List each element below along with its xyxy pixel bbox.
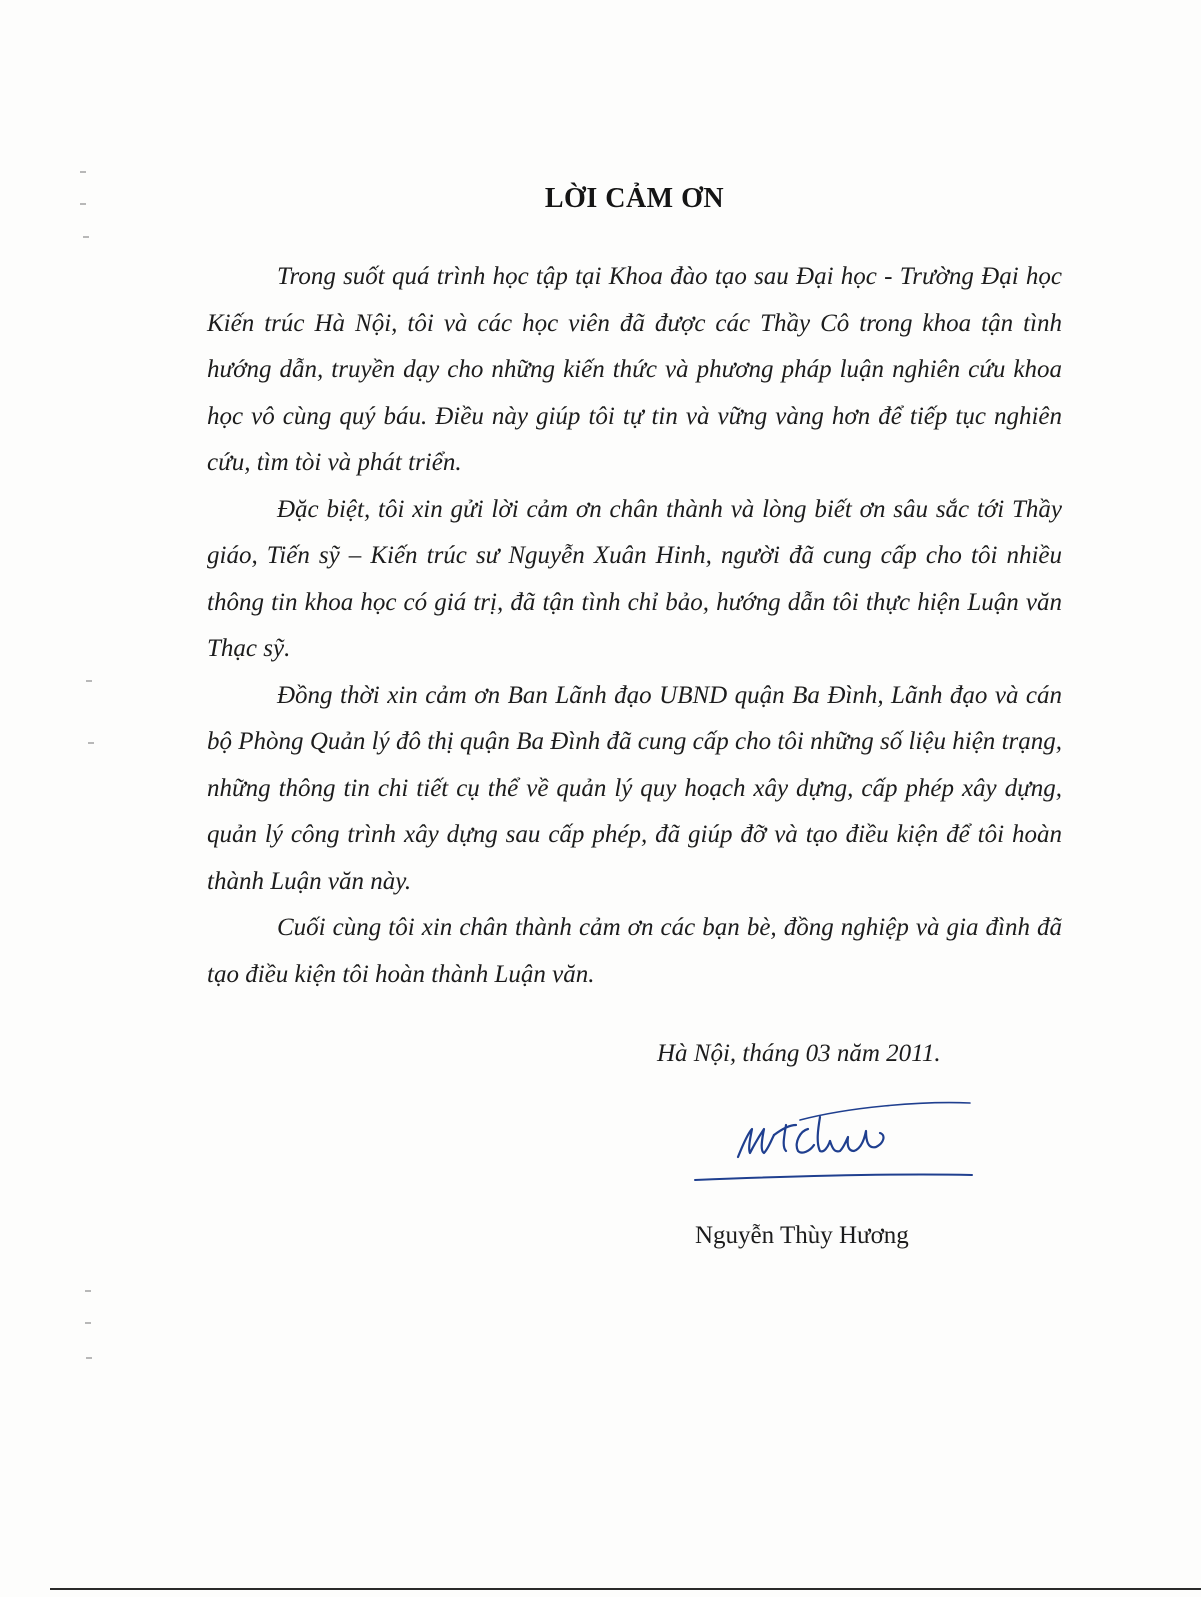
handwritten-signature [690,1095,980,1195]
paragraph-2: Đặc biệt, tôi xin gửi lời cảm ơn chân thành và lòng biết ơn sâu sắc tới Thầy giáo, Tiến sỹ – Kiến trúc sư Nguyễn Xuân Hinh, người đã cung cấp cho tôi nhiều thông tin khoa học có giá trị, đã tận tình chỉ bảo, hướng dẫn tôi thực hiện Luận văn Thạc sỹ. [207,495,1062,662]
paragraph-4: Cuối cùng tôi xin chân thành cảm ơn các bạn bè, đồng nghiệp và gia đình đã tạo điều kiện tôi hoàn thành Luận văn. [207,914,1062,988]
scan-mark [83,236,89,238]
place-date: Hà Nội, tháng 03 năm 2011. [657,1040,941,1067]
paragraph-1: Trong suốt quá trình học tập tại Khoa đào tạo sau Đại học - Trường Đại học Kiến trúc Hà Nội, tôi và các học viên đã được các Thầy Cô trong khoa tận tình hướng dẫn, truyền dạy cho những kiến thức và phương pháp luận nghiên cứu khoa học vô cùng quý báu. Điều này giúp tôi tự tin và vững vàng hơn để tiếp tục nghiên cứu, tìm tòi và phát triển. [207,263,1062,476]
footer-rule [50,1588,1201,1590]
author-name: Nguyễn Thùy Hương [695,1222,909,1249]
scan-mark [85,1322,91,1324]
scan-mark [85,1290,91,1292]
document-body [207,254,1062,998]
document-title: LỜI CẢM ƠN [544,183,725,214]
scan-mark [88,742,94,744]
scan-mark [80,203,86,205]
paragraph-3: Đồng thời xin cảm ơn Ban Lãnh đạo UBND quận Ba Đình, Lãnh đạo và cán bộ Phòng Quản lý đô thị quận Ba Đình đã cung cấp cho tôi những số liệu hiện trạng, những thông tin chi tiết cụ thể về quản lý quy hoạch xây dựng, cấp phép xây dựng, quản lý công trình xây dựng sau cấp phép, đã giúp đỡ và tạo điều kiện để tôi hoàn thành Luận văn này. [207,681,1062,895]
scan-mark [86,680,92,682]
scan-mark [86,1357,92,1359]
scan-mark [80,171,86,173]
